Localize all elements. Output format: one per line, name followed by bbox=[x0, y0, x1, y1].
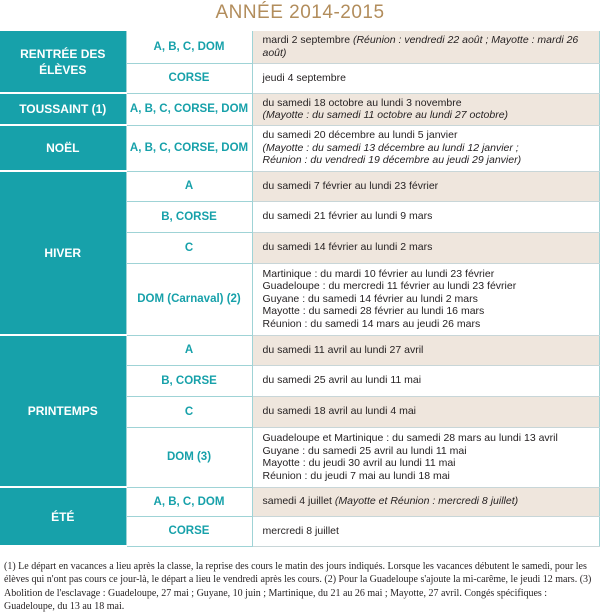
dates-cell bbox=[252, 396, 600, 427]
dates-cell bbox=[252, 335, 600, 365]
dates-cell bbox=[252, 125, 600, 171]
page-title: ANNÉE 2014-2015 bbox=[215, 2, 385, 23]
dates-line: du samedi 20 décembre au lundi 5 janvier bbox=[262, 129, 458, 142]
zone-cell: A bbox=[126, 171, 252, 201]
dates-line: Guadeloupe : du mercredi 11 février au lundi 23 février bbox=[262, 280, 517, 293]
dates-text: du samedi 11 avril au lundi 27 avril bbox=[262, 343, 424, 356]
zone-cell: A, B, C, DOM bbox=[126, 31, 252, 63]
dates-line: Réunion : du jeudi 7 mai au lundi 18 mai bbox=[262, 469, 450, 482]
dates-line: (Mayotte : du samedi 13 décembre au lundi 12 janvier ; bbox=[262, 141, 519, 154]
period-hiver: HIVER bbox=[0, 171, 126, 335]
zone-cell: A, B, C, DOM bbox=[126, 487, 252, 516]
dates-text: du samedi 18 avril au lundi 4 mai bbox=[262, 405, 417, 418]
dates-text: jeudi 4 septembre bbox=[262, 71, 346, 84]
dates-cell bbox=[252, 171, 600, 201]
dates-note: (Mayotte et Réunion : mercredi 8 juillet) bbox=[334, 495, 519, 508]
zone-cell: A, B, C, CORSE, DOM bbox=[126, 125, 252, 171]
period-rentree: RENTRÉE DES ÉLÈVES bbox=[0, 31, 126, 93]
zone-cell: DOM (Carnaval) (2) bbox=[126, 263, 252, 335]
dates-cell bbox=[252, 427, 600, 487]
zone-cell: CORSE bbox=[126, 63, 252, 93]
footnotes: (1) Le départ en vacances a lieu après la classe, la reprise des cours le matin des jours indiqués. Lorsque les vacances débutent le samedi, pour les élèves qui n'ont pas cours ce jour-là, le départ a lieu le vendredi après les cours. (2) Pour la Guadeloupe s'ajoute la mi-carême, le jeudi 12 mars. (3) Abolition de l'esclavage : Guadeloupe, 27 mai ; Guyane, 10 juin ; Martinique, du 21 au 26 mai ; Mayotte, 27 avril. Congés spécifiques : Guadeloupe, du 13 au 18 mai. bbox=[4, 561, 592, 612]
period-toussaint: TOUSSAINT (1) bbox=[0, 93, 126, 125]
dates-text: du samedi 7 février au lundi 23 février bbox=[262, 179, 439, 192]
dates-cell bbox=[252, 63, 600, 93]
zone-cell: C bbox=[126, 396, 252, 427]
dates-line: Guyane : du samedi 25 avril au lundi 11 mai bbox=[262, 444, 467, 457]
dates-line: Mayotte : du samedi 28 février au lundi 16 mars bbox=[262, 305, 485, 318]
table-row bbox=[0, 125, 600, 171]
dates-line: Guyane : du samedi 14 février au lundi 2 mars bbox=[262, 292, 478, 305]
dates-text: du samedi 14 février au lundi 2 mars bbox=[262, 241, 433, 254]
period-ete: ÉTÉ bbox=[0, 487, 126, 546]
zone-cell: CORSE bbox=[126, 516, 252, 546]
table-row bbox=[0, 487, 600, 516]
dates-cell bbox=[252, 93, 600, 125]
dates-line: Guadeloupe et Martinique : du samedi 28 mars au lundi 13 avril bbox=[262, 432, 558, 444]
dates-line: Réunion : du samedi 14 mars au jeudi 26 mars bbox=[262, 317, 481, 330]
dates-text: mercredi 8 juillet bbox=[262, 524, 339, 537]
dates-cell bbox=[252, 201, 600, 232]
dates-cell bbox=[252, 263, 600, 335]
table-row bbox=[0, 93, 600, 125]
dates-cell bbox=[252, 232, 600, 263]
table-row bbox=[0, 171, 600, 201]
zone-cell: B, CORSE bbox=[126, 201, 252, 232]
dates-cell bbox=[252, 487, 600, 516]
dates-note: (Réunion : vendredi 22 août ; Mayotte : mardi 26 août) bbox=[262, 34, 579, 59]
period-noel: NOËL bbox=[0, 125, 126, 171]
dates-line: (Mayotte : du samedi 11 octobre au lundi 27 octobre) bbox=[262, 109, 509, 121]
dates-line: du samedi 18 octobre au lundi 3 novembre bbox=[262, 96, 462, 109]
dates-line: Réunion : du vendredi 19 décembre au jeudi 29 janvier) bbox=[262, 154, 522, 167]
dates-cell bbox=[252, 31, 600, 63]
zone-cell: C bbox=[126, 232, 252, 263]
period-printemps: PRINTEMPS bbox=[0, 335, 126, 487]
dates-cell bbox=[252, 365, 600, 396]
dates-line: Mayotte : du jeudi 30 avril au lundi 11 mai bbox=[262, 457, 456, 469]
zone-cell: A, B, C, CORSE, DOM bbox=[126, 93, 252, 125]
dates-text: mardi 2 septembre bbox=[262, 34, 353, 47]
dates-cell bbox=[252, 516, 600, 546]
dates-text: du samedi 25 avril au lundi 11 mai bbox=[262, 374, 422, 387]
dates-text: du samedi 21 février au lundi 9 mars bbox=[262, 210, 433, 223]
dates-text: samedi 4 juillet bbox=[262, 495, 335, 508]
zone-cell: DOM (3) bbox=[126, 427, 252, 487]
dates-line: Martinique : du mardi 10 février au lundi 23 février bbox=[262, 267, 495, 280]
zone-cell: A bbox=[126, 335, 252, 365]
zone-cell: B, CORSE bbox=[126, 365, 252, 396]
school-holidays-table bbox=[0, 31, 600, 547]
table-row bbox=[0, 31, 600, 63]
table-row bbox=[0, 335, 600, 365]
